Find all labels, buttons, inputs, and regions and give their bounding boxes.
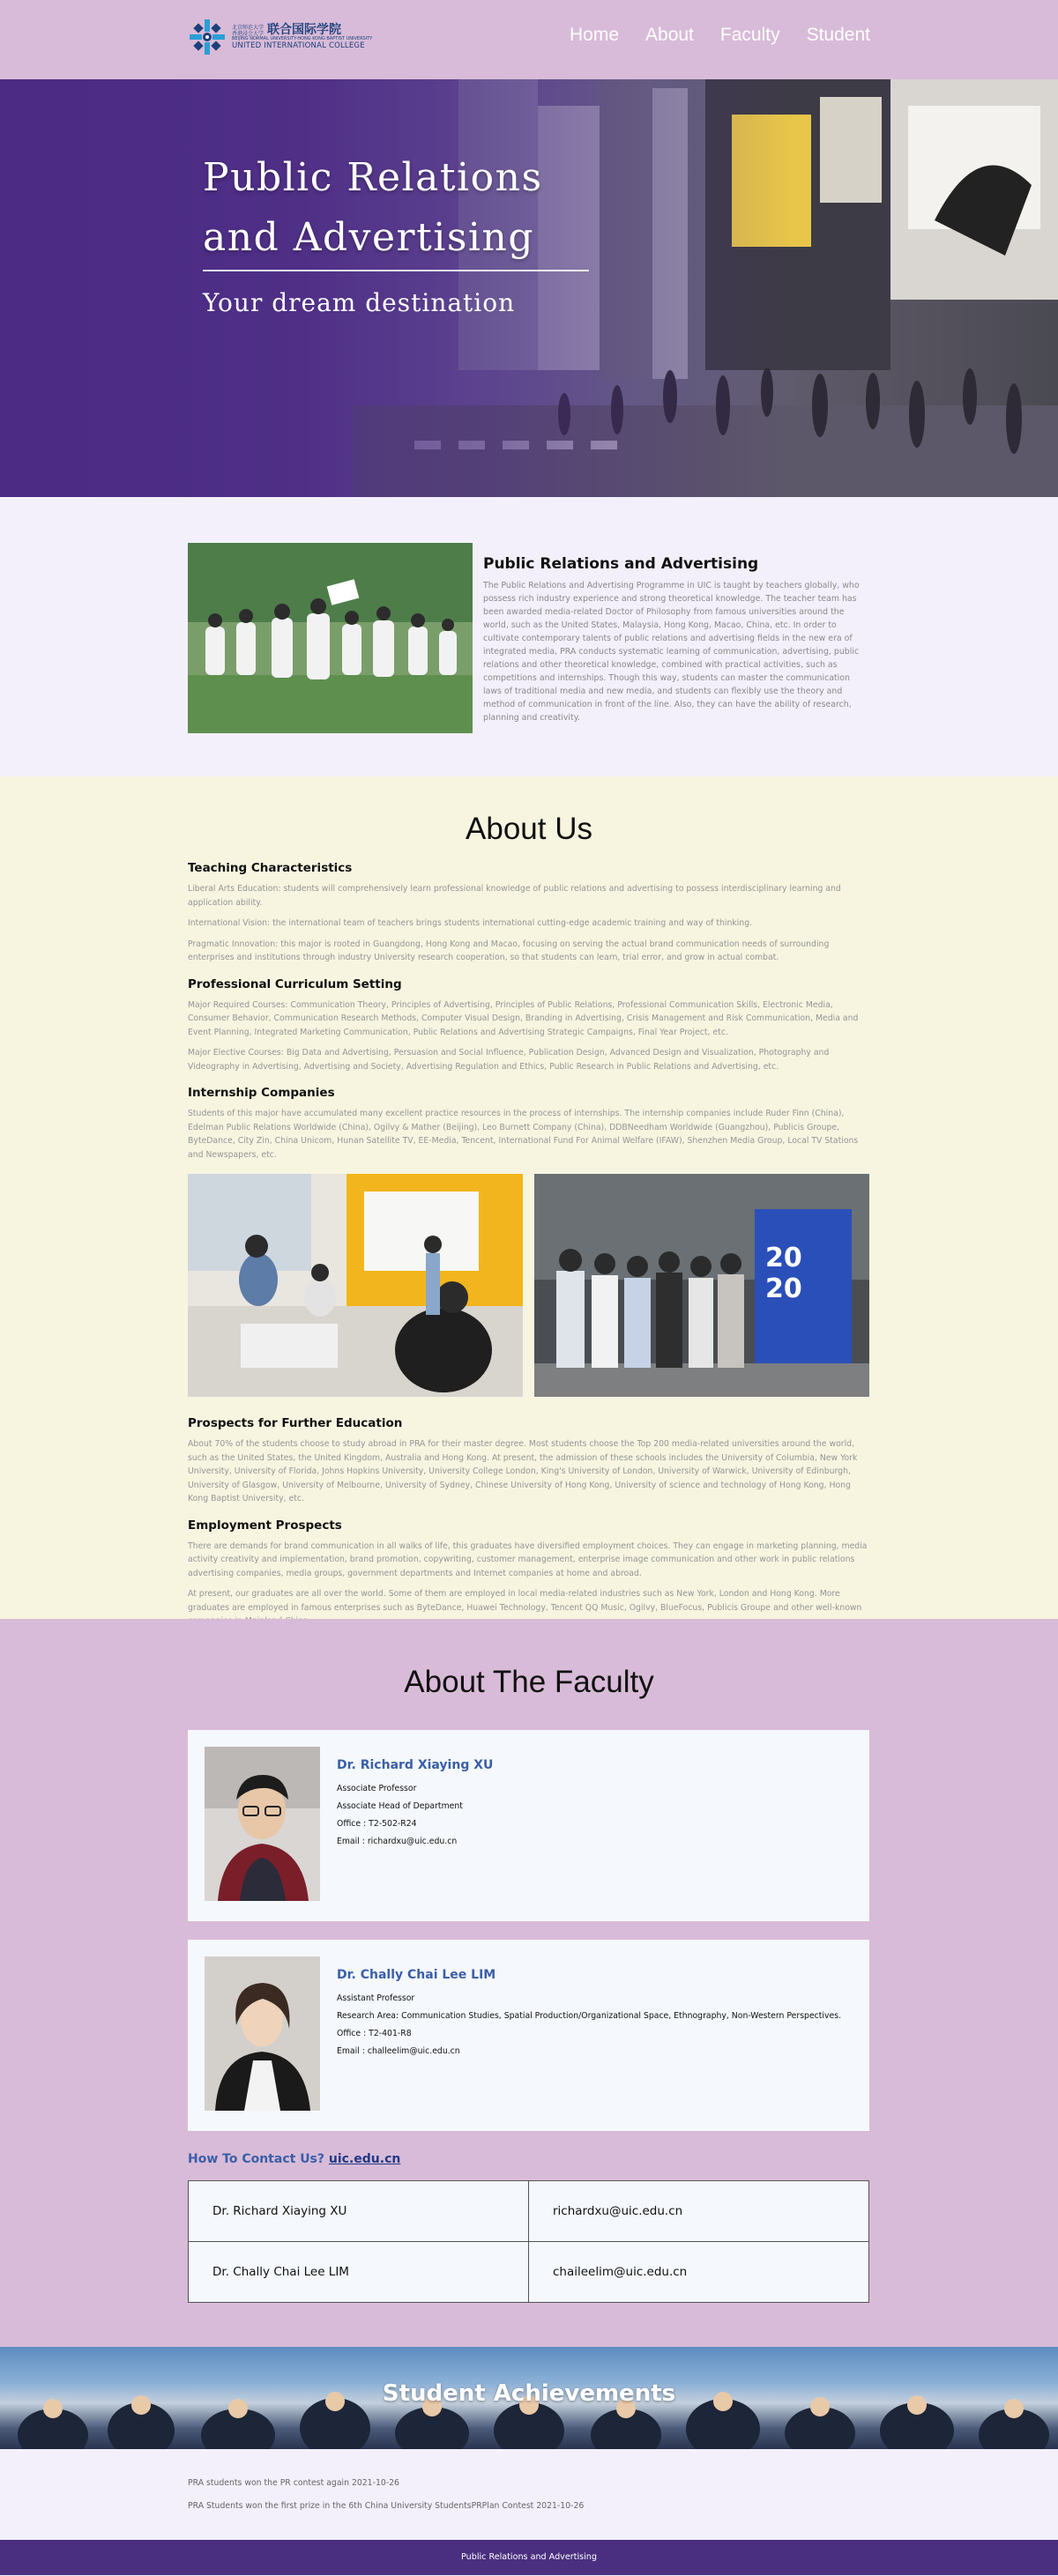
faculty-card	[188, 1940, 869, 2131]
further-education: Prospects for Further Education About 70% of the students choose to study abroad in PRA for their master degree. Most students choose the Top 200 media-related universities around the world, such as the United States, the United Kingdom, Australia and Hong Kong. At present, the admission of these schools includes the University of Columbia, New York University, University of Florida, Johns Hopkins University, University College London, King's University of London, University of Warwick, University of Edinburgh, University of Glasgow, University of Melbourne, University of Sydney, Chinese University of Hong Kong, University of science and technology of Hong Kong, Hong Kong Baptist University, etc.	[188, 1416, 858, 1503]
faculty-role: Associate Head of Department	[337, 1801, 463, 1811]
logo-cn-name: 联合国际学院	[267, 22, 342, 37]
achievements-banner	[0, 2347, 1058, 2449]
logo-cn-small-2: 香港浸会大学	[232, 30, 264, 37]
contact-heading: How To Contact Us? uic.edu.cn	[188, 2152, 401, 2166]
nav-faculty[interactable]: Faculty	[719, 25, 780, 45]
faculty-title: Associate Professor	[337, 1784, 417, 1793]
intro-title: Public Relations and Advertising	[483, 555, 759, 573]
contact-link[interactable]: uic.edu.cn	[328, 2152, 401, 2166]
teaching-characteristics: Teaching Characteristics Liberal Arts Education: students will comprehensively learn professional knowledge of public relations and advertising to possess interdisciplinary learning and application ability. International Vision: the international team of teachers brings students international cutting-edge academic training and way of thinking. Pragmatic Innovation: this major is rooted in Guangdong, Hong Kong and Macao, focusing on serving the actual brand communication needs of surrounding enterprises and institutions through industry University research cooperation, so that students can learn, trial error, and grow in actual combat.	[188, 861, 841, 962]
faculty-email[interactable]: Email : richardxu@uic.edu.cn	[337, 1837, 458, 1846]
faculty-office: Office : T2-502-R24	[337, 1819, 417, 1829]
main-nav	[543, 25, 870, 46]
faculty-office: Office : T2-401-R8	[337, 2029, 412, 2038]
faculty-name: Dr. Chally Chai Lee LIM	[337, 1968, 496, 1982]
city-street-photo	[0, 79, 1058, 497]
logo-cn-small-1: 北京师范大学	[232, 24, 264, 31]
contact-email[interactable]: richardxu@uic.edu.cn	[529, 2181, 869, 2242]
students-parade-photo	[188, 543, 473, 733]
achievements-list	[0, 2449, 1058, 2540]
intro-section	[0, 497, 1058, 776]
about-heading: About Us	[466, 812, 592, 846]
contact-email[interactable]: chaileelim@uic.edu.cn	[529, 2242, 869, 2303]
about-section	[0, 776, 1058, 1619]
curriculum-setting: Professional Curriculum Setting Major Required Courses: Communication Theory, Principles of Advertising, Principles of Public Relations, Professional Communication Skills, Electronic Media, Consumer Behavior, Communication Research Methods, Computer Visual Design, Branding in Advertising, Crisis Management and Risk Communication, Media and Event Planning, Integrated Marketing Communication, Public Relations and Advertising Strategic Campaigns, Final Year Project, etc. Major Elective Courses: Big Data and Advertising, Persuasion and Social Influence, Publication Design, Advanced Design and Visualization, Photography and Videography in Advertising, Advertising and Society, Advertising Regulation and Ethics, Public Research in Public Relations and Advertising, etc.	[188, 976, 859, 1072]
contact-name: Dr. Richard Xiaying XU	[189, 2181, 529, 2242]
table-row	[189, 2242, 869, 2303]
faculty-name: Dr. Richard Xiaying XU	[337, 1758, 494, 1772]
nav-student[interactable]: Student	[806, 25, 870, 45]
classroom-photo	[188, 1174, 523, 1397]
list-item[interactable]: PRA Students won the first prize in the 6th China University StudentsPRPlan Contest 2021-10-26	[188, 2501, 585, 2511]
hero-subtitle: Your dream destination	[203, 288, 516, 317]
list-item[interactable]: PRA students won the PR contest again 2021-10-26	[188, 2478, 399, 2488]
faculty-photo-richard	[205, 1747, 320, 1901]
hero-divider	[203, 270, 589, 271]
nav-home[interactable]: Home	[569, 25, 620, 45]
faculty-title: Assistant Professor	[337, 1993, 415, 2003]
faculty-section	[0, 1619, 1058, 2347]
site-footer: Public Relations and Advertising	[0, 2540, 1058, 2575]
nav-about[interactable]: About	[645, 25, 694, 45]
svg-text:20: 20	[765, 1243, 802, 1273]
intro-description: The Public Relations and Advertising Programme in UIC is taught by teachers globally, who possess rich industry experience and strong theoretical knowledge. The teacher team has been awarded media-related Doctor of Philosophy from famous universities around the world, such as the United States, Malaysia, Hong Kong, Macao, China, etc. In order to cultivate contemporary talents of public relations and advertising fields in the new era of integrated media, PRA conducts systematic learning of communication, advertising, public relations and other theoretical knowledge, combined with practical activities, such as competitions and internships. Though this way, students can master the communication laws of traditional media and new media, and students can flexibly use the theory and method of communication in front of the line. Also, they can have the ability of research, planning and creativity.	[483, 581, 860, 723]
hero-title: Public Relations and Advertising	[203, 155, 543, 260]
contact-name: Dr. Chally Chai Lee LIM	[189, 2242, 529, 2303]
faculty-heading: About The Faculty	[404, 1665, 654, 1699]
achievements-heading: Student Achievements	[382, 2380, 676, 2407]
faculty-research-area: Research Area: Communication Studies, Spatial Production/Organizational Space, Ethnography, Non-Western Perspectives.	[337, 2011, 842, 2021]
contact-table	[188, 2180, 869, 2303]
uic-logo[interactable]	[188, 18, 372, 56]
hero-banner	[0, 79, 1058, 497]
svg-text:20: 20	[765, 1273, 802, 1304]
employment-prospects: Employment Prospects There are demands for brand communication in all walks of life, this graduates have diversified employment choices. They can engage in marketing planning, media activity creativity and implementation, brand promotion, copywriting, customer management, enterprise image communication and other work in public relations advertising companies, media groups, government departments and Internet companies at home and abroad. At present, our graduates are all over the world. Some of them are employed in local media-related industries such as New York, London and Hong Kong. More graduates are employed in famous enterprises such as ByteDance, Huawei Technology, Tencent QQ Music, Ogilvy, BlueFocus, Publicis Groupe and other well-known	[188, 1518, 868, 1613]
site-header	[0, 0, 1058, 79]
logo-en-small: BEIJING NORMAL UNIVERSITY-HONG KONG BAPTIST UNIVERSITY	[232, 36, 373, 42]
group-photo	[534, 1174, 869, 1397]
faculty-email[interactable]: Email : challeelim@uic.edu.cn	[337, 2046, 460, 2056]
table-row	[189, 2181, 869, 2242]
faculty-card	[188, 1730, 869, 1921]
logo-en-name: UNITED INTERNATIONAL COLLEGE	[232, 41, 365, 50]
uic-emblem-icon	[188, 18, 227, 56]
faculty-photo-chally	[205, 1956, 320, 2111]
about-photos	[188, 1174, 869, 1397]
internship-companies: Internship Companies Students of this major have accumulated many excellent practice resources in the process of internships. The internship companies include Ruder Finn (China), Edelman Public Relations Worldwide (China), Ogilvy & Mather (Beijing), Leo Burnett Company (China), DDBNeedham Worldwide (Guangzhou), Publicis Groupe, ByteDance, City Zin, China Unicom, Hunan Satellite TV, EE-Media, Tencent, International Fund For Animal Welfare (IFAW), Shenzhen Media Group, Local TV Stations and Newspapers, etc.	[188, 1086, 859, 1160]
